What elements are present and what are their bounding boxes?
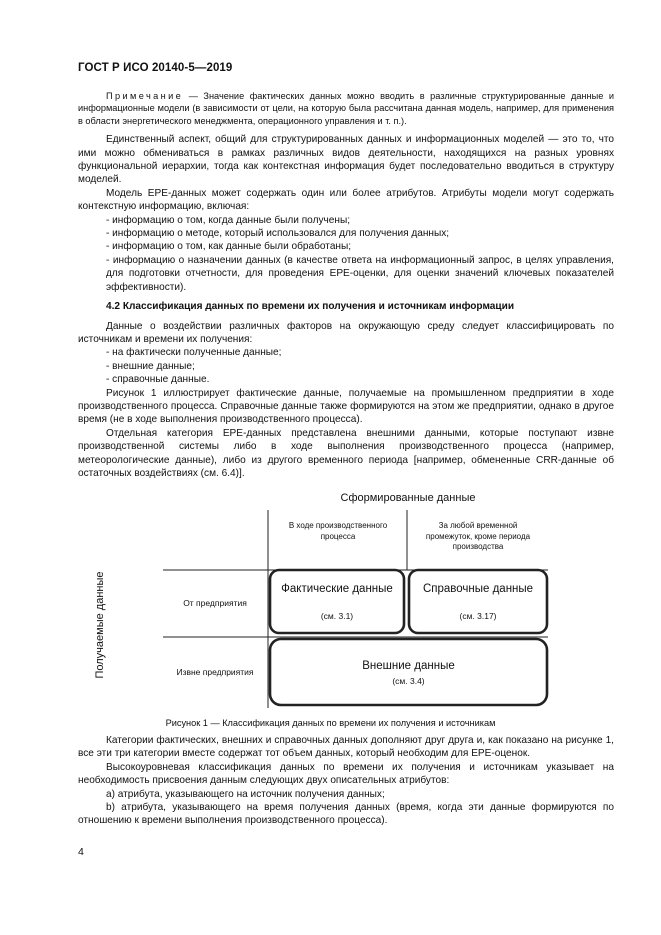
list-item: - информацию о назначении данных (в качестве ответа на информационный запрос, в целях управления, для подготовки отчетности, для проведения ЕРЕ-оценки, для оценки значений ключевых показателей эффективности). — [106, 254, 614, 293]
list-item: - информацию о том, когда данные были получены; — [106, 214, 351, 226]
paragraph-6: Категории фактических, внешних и справочных данных дополняют друг друга и, как показано на рисунке 1, все эти три категории вместе содержат тот объем данных, который необходим для ЕРЕ-оценок. — [78, 735, 614, 760]
section-title: 4.2 Классификация данных по времени их получения и источникам информации — [106, 301, 515, 313]
list-item: b) атрибута, указывающего на время получения данных (время, когда эти данные формируются по отношению к времени выполнения производственного процесса). — [78, 802, 614, 827]
figure-top-title: Сформированные данные — [340, 492, 476, 504]
note-text: — Значение фактических данных можно вводить в различные структурированные данные и информационные модели (в зависимости от цели, на которую была рассчитана данная модель, например, для применения в области энергетического менеджмента, операционного управления и т. п.). — [78, 91, 614, 126]
figure-caption: Рисунок 1 — Классификация данных по времени их получения и источникам — [165, 718, 496, 728]
paragraph-5: Отдельная категория ЕРЕ-данных представлена внешними данными, которые поступают извне производственной системы либо в ходе выполнения производственного процесса (например, метеорологические данные), либо из другого временного периода [например, обмененные CRR-данные об остаточных воздействиях (см. 6.4)]. — [78, 427, 614, 479]
figure-1 — [0, 480, 661, 715]
note-paragraph — [78, 90, 614, 127]
figure-side-title: Получаемые данные — [94, 571, 106, 679]
figure-row2-label: Извне предприятия — [176, 667, 254, 677]
list-item: - внешние данные; — [106, 360, 195, 372]
paragraph-4: Рисунок 1 иллюстрирует фактические данные, получаемые на промышленном предприятии в ходе производственного процесса. Справочные данные также формируются на этом же предприятии, однако в другое время (не в ходе выполнения производственного процесса). — [78, 387, 614, 426]
list-item: - на фактически полученные данные; — [106, 347, 282, 359]
paragraph-7: Высокоуровневая классификация данных по времени их получения и источникам указывает на необходимость присвоения данным следующих двух описательных атрибутов: — [78, 761, 614, 787]
list-item: - информацию о методе, который использовался для получения данных; — [106, 228, 450, 240]
figure-col2-label: За любой временной промежуток, кроме периода производства — [425, 521, 531, 551]
box-external-ref: (см. 3.4) — [392, 676, 425, 686]
list-item: a) атрибута, указывающего на источник получения данных; — [106, 788, 385, 800]
figure-col1-label: В ходе производственного процесса — [288, 521, 388, 541]
paragraph-2: Модель ЕРЕ-данных может содержать один или более атрибутов. Атрибуты модели могут содержать контекстную информацию, включая: — [78, 187, 614, 213]
box-reference-ref: (см. 3.17) — [459, 611, 497, 621]
box-external-title: Внешние данные — [362, 660, 455, 672]
list-item: - справочные данные. — [106, 374, 210, 386]
body-lower — [78, 734, 614, 828]
box-actual-title: Фактические данные — [281, 583, 393, 595]
body-upper — [78, 90, 614, 480]
paragraph-3: Данные о воздействии различных факторов на окружающую среду следует классифицировать по источникам и времени их получения: — [78, 320, 614, 345]
figure-row1-label: От предприятия — [183, 598, 247, 608]
box-reference-title: Справочные данные — [422, 583, 534, 595]
paragraph-1: Единственный аспект, общий для структурированных данных и информационных моделей — это то, что ими можно обмениваться в рамках различных видов деятельности, находящихся на разных уровнях функциональной иерархии, тогда как контекстная информация будет последовательно вводиться в структуру моделей. — [78, 134, 614, 186]
box-actual-ref: (см. 3.1) — [320, 611, 354, 621]
page-number: 4 — [78, 846, 84, 858]
document-header: ГОСТ Р ИСО 20140-5—2019 — [78, 62, 233, 74]
note-label: Примечание — [106, 91, 184, 101]
list-item: - информацию о том, как данные были обработаны; — [106, 241, 352, 253]
